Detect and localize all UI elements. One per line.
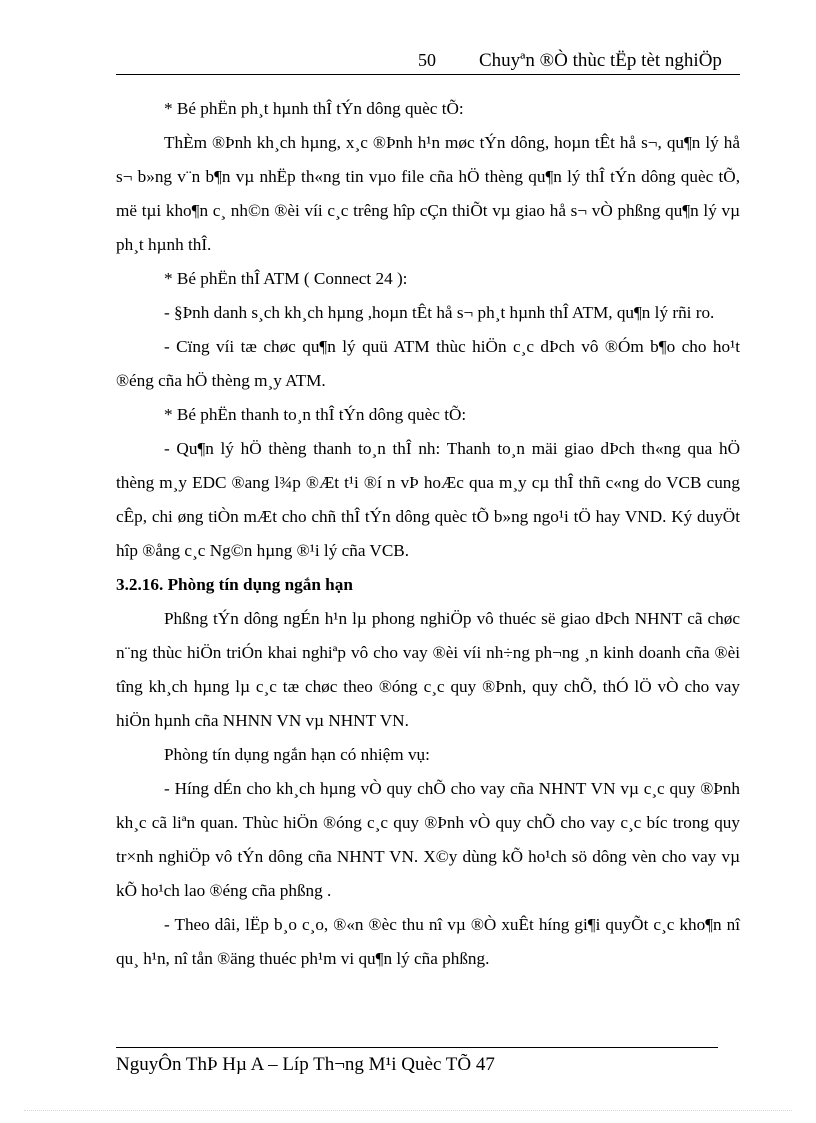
paragraph: * Bé phËn thanh to¸n thÎ tÝn dông quèc tÕ: [164,405,467,424]
paragraph: - Theo dâi, lËp b¸o c¸o, ®«n ®èc thu nî vµ ®Ò xuÊt híng gi¶i quyÕt c¸c kho¶n nî qu¸ h¹n, nî tån ®äng thuéc ph¹m vi qu¶n lý cña phßng. [116,915,740,968]
footer-author-line: NguyÔn ThÞ Hµ A – Líp Th¬ng M¹i Quèc TÕ 47 [116,1054,495,1075]
page-number: 50 [418,50,436,70]
document-body [116,92,740,976]
paragraph: Phòng tín dụng ngắn hạn có nhiệm vụ: [164,745,430,764]
paragraph: * Bé phËn thÎ ATM ( Connect 24 ): [164,269,408,288]
paragraph: - Qu¶n lý hÖ thèng thanh to¸n thÎ nh: Thanh to¸n mäi giao dÞch th«ng qua hÖ thèng m¸y EDC ®ang l¾p ®Æt t¹i ®í n vÞ hoÆc qua m¸y cµ thÎ thñ c«ng do VCB cung cÊp, chi øng tiÒn mÆt cho chñ thÎ tÝn dông quèc tÕ b»ng ngo¹i tÖ hay VND. Ký duyÖt hîp ®ång c¸c Ng©n hµng ®¹i lý cña VCB. [116,439,740,560]
paragraph: Phßng tÝn dông ngÉn h¹n lµ phong nghiÖp vô thuéc së giao dÞch NHNT cã chøc n¨ng thùc hiÖn triÓn khai nghiªp vô cho vay ®èi víi nh÷ng ph¬ng ¸n kinh doanh cña ®èi tîng kh¸ch hµng lµ c¸c tæ chøc theo ®óng c¸c quy ®Þnh, quy chÕ, thÓ lÖ vÒ cho vay hiÖn hµnh cña NHNN VN vµ NHNT VN. [116,609,740,730]
paragraph: * Bé phËn ph¸t hµnh thÎ tÝn dông quèc tÕ: [164,99,464,118]
page-footer [116,1047,718,1075]
page-header [116,48,740,75]
running-title: Chuyªn ®Ò thùc tËp tèt nghiÖp [479,50,722,71]
paragraph: - §Þnh danh s¸ch kh¸ch hµng ,hoµn tÊt hå s¬ ph¸t hµnh thÎ ATM, qu¶n lý rñi ro. [164,303,715,322]
paragraph: ThÈm ®Þnh kh¸ch hµng, x¸c ®Þnh h¹n møc tÝn dông, hoµn tÊt hå s¬, qu¶n lý hå s¬ b»ng v¨n b¶n vµ nhËp th«ng tin vµo file cña hÖ thèng qu¶n lý thÎ tÝn dông quèc tÕ, më tµi kho¶n c¸ nh©n ®èi víi c¸c trêng hîp cÇn thiÕt vµ giao hå s¬ vÒ phßng qu¶n lý vµ ph¸t hµnh thÎ. [116,133,740,254]
paragraph: - Híng dÉn cho kh¸ch hµng vÒ quy chÕ cho vay cña NHNT VN vµ c¸c quy ®Þnh kh¸c cã liªn quan. Thùc hiÖn ®óng c¸c quy ®Þnh vÒ quy chÕ cho vay c¸c bíc trong quy tr×nh nghiÖp vô tÝn dông cña NHNT VN. X©y dùng kÕ ho¹ch sö dông vèn cho vay vµ kÕ ho¹ch lao ®éng cña phßng . [116,779,740,900]
page-edge-divider [24,1110,792,1111]
paragraph: - Cïng víi tæ chøc qu¶n lý quü ATM thùc hiÖn c¸c dÞch vô ®Óm b¶o cho ho¹t ®éng cña hÖ thèng m¸y ATM. [116,337,740,390]
section-heading: 3.2.16. Phòng tín dụng ngắn hạn [116,575,353,594]
